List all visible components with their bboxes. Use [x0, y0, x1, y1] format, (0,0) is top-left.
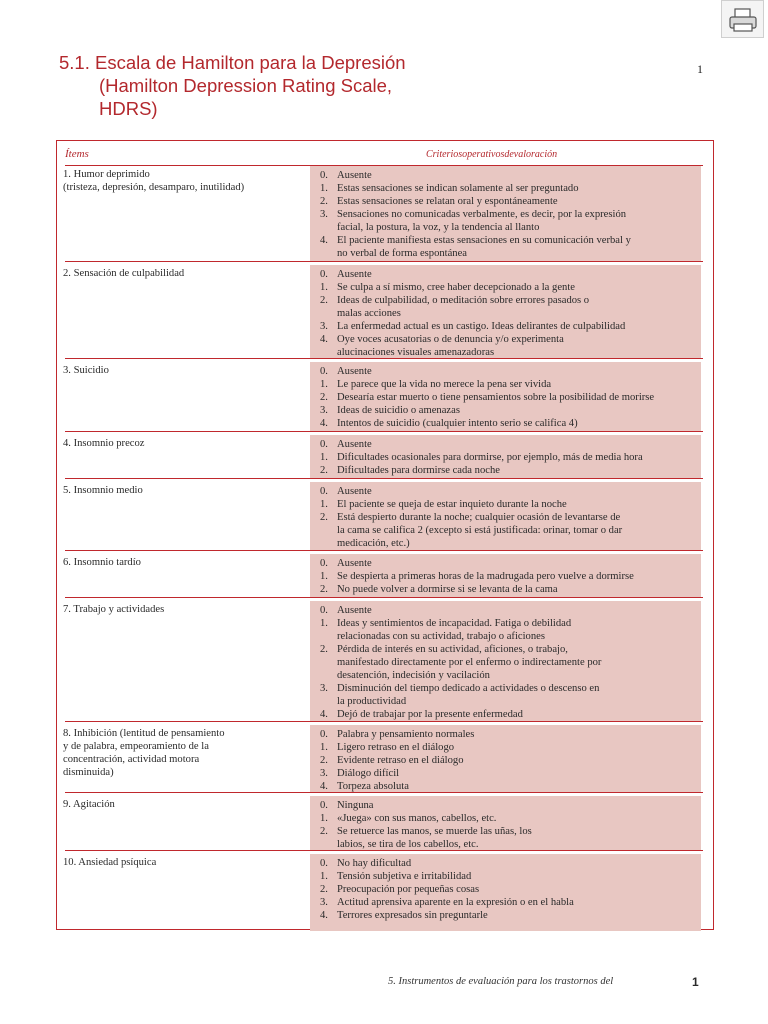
table-row — [57, 601, 713, 721]
row-divider — [65, 550, 703, 551]
criteria-list — [320, 604, 705, 721]
option-text: La enfermedad actual es un castigo. Ideas delirantes de culpabilidad — [337, 321, 626, 332]
item-label: 6. Insomnio tardío — [63, 557, 141, 568]
option-score: 4. — [320, 781, 328, 792]
criteria-option — [320, 682, 705, 708]
option-score: 0. — [320, 858, 328, 869]
option-text: Ideas y sentimientos de incapacidad. Fatiga o debilidad relacionadas con su actividad, trabajo o aficiones — [337, 618, 572, 642]
criteria-option — [320, 570, 705, 583]
option-text: Ausente — [337, 269, 372, 280]
table-row — [57, 796, 713, 850]
criteria-option — [320, 498, 705, 511]
option-text: Ausente — [337, 605, 372, 616]
option-score: 0. — [320, 729, 328, 740]
option-score: 2. — [320, 584, 328, 595]
criteria-option — [320, 557, 705, 570]
criteria-option — [320, 391, 705, 404]
criteria-option — [320, 365, 705, 378]
item-label: 10. Ansiedad psíquica — [63, 857, 157, 868]
table-row — [57, 435, 713, 478]
table-row — [57, 554, 713, 597]
criteria-option — [320, 268, 705, 281]
option-text: Dificultades ocasionales para dormirse, por ejemplo, más de media hora — [337, 452, 643, 463]
criteria-option — [320, 169, 705, 182]
criteria-option — [320, 825, 705, 851]
table-row — [57, 265, 713, 358]
option-text: Ausente — [337, 366, 372, 377]
title-line-2: (Hamilton Depression Rating Scale, — [99, 75, 393, 96]
criteria-option — [320, 812, 705, 825]
header-criteria: Criteriosoperativosdevaloración — [426, 149, 558, 160]
option-text: No puede volver a dormirse si se levanta de la cama — [337, 584, 558, 595]
header-items: Ítems — [65, 148, 89, 160]
option-text: Ausente — [337, 486, 372, 497]
item-label: 8. Inhibición (lentitud de pensamiento y de palabra, empeoramiento de la concentración, actividad motora disminuida) — [63, 728, 225, 778]
criteria-option — [320, 417, 705, 430]
criteria-list — [320, 557, 705, 596]
option-score: 2. — [320, 826, 328, 837]
option-score: 0. — [320, 486, 328, 497]
option-score: 4. — [320, 418, 328, 429]
criteria-option — [320, 617, 705, 643]
criteria-option — [320, 464, 705, 477]
option-score: 2. — [320, 512, 328, 523]
criteria-option — [320, 857, 705, 870]
criteria-list — [320, 169, 705, 260]
option-score: 0. — [320, 605, 328, 616]
item-label: 4. Insomnio precoz — [63, 438, 145, 449]
option-text: «Juega» con sus manos, cabellos, etc. — [337, 813, 497, 824]
criteria-option — [320, 741, 705, 754]
criteria-option — [320, 643, 705, 682]
option-text: Dejó de trabajar por la presente enfermedad — [337, 709, 523, 720]
item-label: 7. Trabajo y actividades — [63, 604, 165, 615]
row-divider — [65, 721, 703, 722]
table-header — [57, 146, 713, 164]
option-score: 4. — [320, 910, 328, 921]
criteria-option — [320, 208, 705, 234]
option-score: 1. — [320, 571, 328, 582]
page-number-bottom: 1 — [692, 975, 699, 989]
hdrs-table — [56, 140, 714, 930]
option-score: 0. — [320, 170, 328, 181]
option-text: Disminución del tiempo dedicado a actividades o descenso en la productividad — [337, 683, 600, 707]
option-text: Le parece que la vida no merece la pena ser vivida — [337, 379, 552, 390]
option-score: 3. — [320, 209, 328, 220]
criteria-option — [320, 378, 705, 391]
row-divider — [65, 792, 703, 793]
option-text: Evidente retraso en el diálogo — [337, 755, 464, 766]
criteria-list — [320, 799, 705, 851]
criteria-option — [320, 234, 705, 260]
option-text: Se culpa a sí mismo, cree haber decepcionado a la gente — [337, 282, 575, 293]
option-text: Estas sensaciones se indican solamente al ser preguntado — [337, 183, 579, 194]
option-text: Se despierta a primeras horas de la madrugada pero vuelve a dormirse — [337, 571, 634, 582]
option-text: Torpeza absoluta — [337, 781, 409, 792]
criteria-option — [320, 404, 705, 417]
option-score: 2. — [320, 884, 328, 895]
criteria-option — [320, 195, 705, 208]
criteria-option — [320, 754, 705, 767]
criteria-list — [320, 857, 705, 922]
option-text: Preocupación por pequeñas cosas — [337, 884, 480, 895]
row-divider — [65, 850, 703, 851]
option-score: 4. — [320, 235, 328, 246]
option-score: 1. — [320, 618, 328, 629]
option-score: 1. — [320, 742, 328, 753]
table-row — [57, 362, 713, 431]
option-text: Estas sensaciones se relatan oral y espontáneamente — [337, 196, 558, 207]
criteria-list — [320, 485, 705, 550]
option-text: Ligero retraso en el diálogo — [337, 742, 455, 753]
criteria-list — [320, 438, 705, 477]
option-text: Intentos de suicidio (cualquier intento serio se califica 4) — [337, 418, 578, 429]
option-text: Tensión subjetiva e irritabilidad — [337, 871, 472, 882]
item-label: 9. Agitación — [63, 799, 115, 810]
page-title — [59, 51, 406, 120]
option-score: 0. — [320, 366, 328, 377]
item-label: 5. Insomnio medio — [63, 485, 143, 496]
option-text: Dificultades para dormirse cada noche — [337, 465, 500, 476]
criteria-option — [320, 870, 705, 883]
row-divider — [65, 431, 703, 432]
title-line-3: HDRS) — [99, 98, 158, 119]
option-text: Sensaciones no comunicadas verbalmente, es decir, por la expresión facial, la postura, la voz, y la tendencia al llanto — [337, 209, 627, 233]
criteria-option — [320, 799, 705, 812]
option-score: 0. — [320, 439, 328, 450]
option-score: 0. — [320, 800, 328, 811]
option-text: Oye voces acusatorias o de denuncia y/o experimenta alucinaciones visuales amenazadoras — [337, 334, 564, 358]
criteria-list — [320, 728, 705, 793]
option-score: 2. — [320, 196, 328, 207]
option-score: 3. — [320, 683, 328, 694]
option-text: El paciente manifiesta estas sensaciones en su comunicación verbal y no verbal de forma espontánea — [337, 235, 631, 259]
criteria-option — [320, 583, 705, 596]
option-score: 0. — [320, 269, 328, 280]
criteria-option — [320, 728, 705, 741]
criteria-option — [320, 485, 705, 498]
criteria-option — [320, 883, 705, 896]
printer-icon — [728, 7, 758, 33]
row-divider — [65, 261, 703, 262]
criteria-option — [320, 511, 705, 550]
row-divider — [65, 358, 703, 359]
row-divider — [65, 478, 703, 479]
criteria-option — [320, 451, 705, 464]
option-score: 3. — [320, 897, 328, 908]
item-label: 2. Sensación de culpabilidad — [63, 268, 185, 279]
option-text: Diálogo difícil — [337, 768, 400, 779]
option-score: 4. — [320, 709, 328, 720]
criteria-list — [320, 268, 705, 359]
option-score: 3. — [320, 768, 328, 779]
option-text: Ideas de suicidio o amenazas — [337, 405, 460, 416]
criteria-option — [320, 909, 705, 922]
footer-text: 5. Instrumentos de evaluación para los trastornos del — [388, 976, 614, 987]
option-text: Terrores expresados sin preguntarle — [337, 910, 488, 921]
table-row — [57, 854, 713, 931]
criteria-option — [320, 708, 705, 721]
criteria-option — [320, 281, 705, 294]
option-score: 3. — [320, 321, 328, 332]
print-button[interactable] — [721, 0, 764, 38]
item-label: 1. Humor deprimido (tristeza, depresión, desamparo, inutilidad) — [63, 169, 245, 193]
option-text: Ausente — [337, 558, 372, 569]
criteria-option — [320, 320, 705, 333]
option-text: Pérdida de interés en su actividad, aficiones, o trabajo, manifestado directamente por el enfermo o indirectamente por desatención, indecisión y vacilación — [337, 644, 602, 681]
criteria-list — [320, 365, 705, 430]
row-divider — [65, 597, 703, 598]
criteria-option — [320, 333, 705, 359]
option-score: 1. — [320, 282, 328, 293]
option-score: 4. — [320, 334, 328, 345]
option-text: El paciente se queja de estar inquieto durante la noche — [337, 499, 567, 510]
criteria-option — [320, 182, 705, 195]
option-score: 1. — [320, 379, 328, 390]
option-text: Ideas de culpabilidad, o meditación sobre errores pasados o malas acciones — [337, 295, 590, 319]
option-score: 2. — [320, 295, 328, 306]
title-line-1: 5.1. Escala de Hamilton para la Depresión — [59, 52, 406, 73]
option-text: Se retuerce las manos, se muerde las uñas, los labios, se tira de los cabellos, etc. — [337, 826, 532, 850]
option-text: Ausente — [337, 170, 372, 181]
option-score: 1. — [320, 813, 328, 824]
criteria-option — [320, 896, 705, 909]
criteria-option — [320, 294, 705, 320]
option-text: Ausente — [337, 439, 372, 450]
option-text: Actitud aprensiva aparente en la expresión o en el habla — [337, 897, 574, 908]
option-score: 1. — [320, 183, 328, 194]
criteria-option — [320, 767, 705, 780]
option-text: Está despierto durante la noche; cualquier ocasión de levantarse de la cama se califica 2 (excepto si está justificada: orinar, tomar o dar medicación, etc.) — [337, 512, 623, 549]
option-text: Desearía estar muerto o tiene pensamientos sobre la posibilidad de morirse — [337, 392, 655, 403]
option-score: 1. — [320, 452, 328, 463]
option-score: 2. — [320, 465, 328, 476]
item-label: 3. Suicidio — [63, 365, 109, 376]
option-score: 0. — [320, 558, 328, 569]
table-row — [57, 166, 713, 261]
option-score: 2. — [320, 755, 328, 766]
option-score: 3. — [320, 405, 328, 416]
option-text: Palabra y pensamiento normales — [337, 729, 475, 740]
option-text: No hay dificultad — [337, 858, 412, 869]
option-score: 2. — [320, 644, 328, 655]
table-row — [57, 482, 713, 550]
option-score: 1. — [320, 871, 328, 882]
page-number-top: 1 — [697, 62, 703, 76]
table-row — [57, 725, 713, 792]
option-score: 1. — [320, 499, 328, 510]
option-text: Ninguna — [337, 800, 374, 811]
option-score: 2. — [320, 392, 328, 403]
criteria-option — [320, 438, 705, 451]
criteria-option — [320, 604, 705, 617]
